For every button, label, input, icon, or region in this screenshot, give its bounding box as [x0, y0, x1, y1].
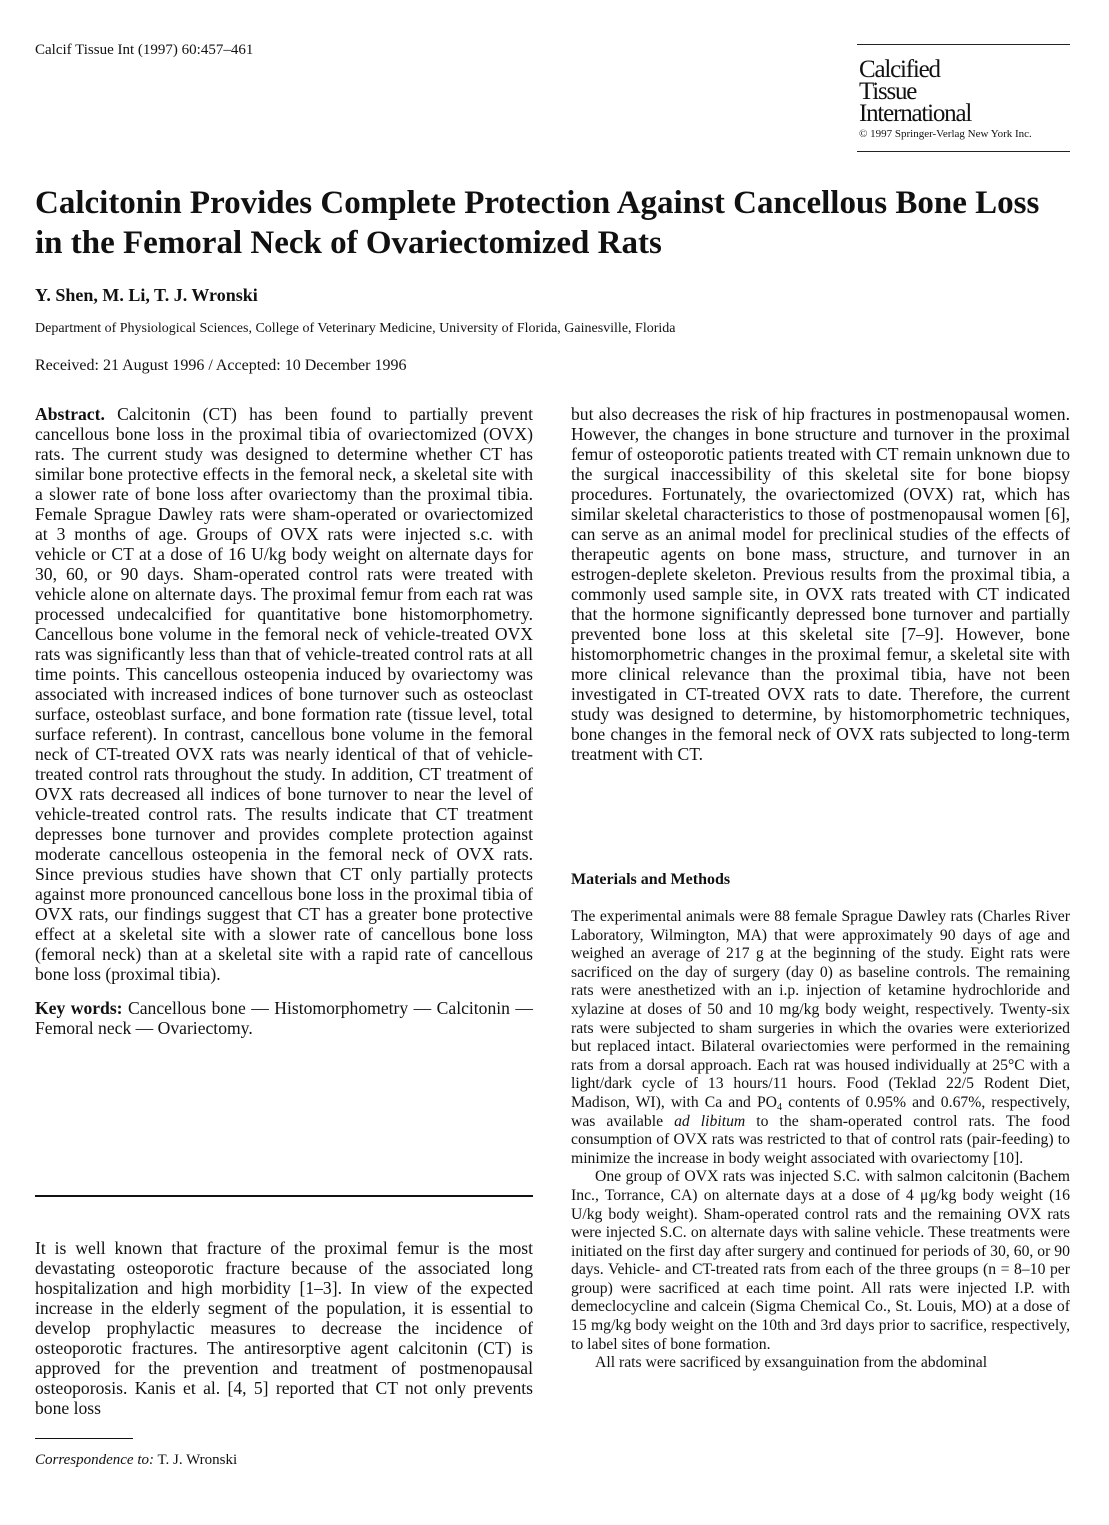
intro-continued: but also decreases the risk of hip fractures in postmenopausal women. However, the changes in bone structure and turnover in the proximal femur of osteoporotic patients treated with CT remain unknown due to the surgical inaccessibility of this skeletal site for bone biopsy procedures. Fortunately, the ovariectomized (OVX) rat, which has similar skeletal characteristics to those of postmenopausal women [6], can serve as an animal model for preclinical studies of the effects of therapeutic agents on bone mass, structure, and turnover in an estrogen-deplete skeleton. Previous results from the proximal tibia, a commonly used sample site, in OVX rats treated with CT indicated that the hormone significantly depressed bone turnover and partially prevented bone loss at this skeletal site [7–9]. However, bone histomorphometric changes in the proximal femur, a skeletal site with more clinical relevance than the proximal tibia, have not been investigated in CT-treated OVX rats to date. Therefore, the current study was designed to determine, by histomorphometric techniques, bone changes in the femoral neck of OVX rats subjected to long-term treatment with CT.	[571, 404, 1070, 764]
footnote-label: Correspondence to:	[35, 1452, 155, 1468]
italic-term: ad libitum	[674, 1112, 746, 1130]
author-list: Y. Shen, M. Li, T. J. Wronski	[35, 285, 258, 305]
journal-logo-line: Calcified	[859, 56, 940, 83]
author-affiliation: Department of Physiological Sciences, College of Veterinary Medicine, University of Florida, Gainesville, Florida	[35, 321, 676, 336]
keywords-label: Key words:	[35, 998, 123, 1018]
journal-logo-block	[857, 44, 1070, 152]
received-accepted-dates: Received: 21 August 1996 / Accepted: 10 December 1996	[35, 357, 407, 374]
abstract	[35, 404, 533, 984]
footnote-divider	[35, 1438, 133, 1439]
methods-section	[571, 908, 1070, 1373]
journal-logo-line: Tissue	[859, 78, 917, 105]
abstract-label: Abstract.	[35, 404, 105, 424]
right-column	[571, 404, 1070, 764]
keywords	[35, 998, 533, 1038]
subscript: 4	[777, 1101, 783, 1113]
methods-text: contents of 0.95% and 0.67%, respectively, was available	[571, 1093, 1070, 1130]
methods-paragraph	[571, 908, 1070, 1168]
journal-logo-line: International	[859, 100, 972, 127]
methods-text: The experimental animals were 88 female Sprague Dawley rats (Charles River Laboratory, Wilmington, MA) that were approximately 90 days of age and weighed an average of 217 g at the beginning of the study. Eight rats were sacrificed on the day of surgery (day 0) as baseline controls. The remaining rats were anesthetized with an i.p. injection of ketamine hydrochloride and xylazine at doses of 50 and 10 mg/kg body weight, respectively. Twenty-six rats were subjected to sham surgeries in which the ovaries were exteriorized but replaced intact. Bilateral ovariectomies were performed in the remaining rats from a dorsal approach. Each rat was housed individually at 25°C with a light/dark cycle of 13 hours/11 hours. Food (Teklad 22/5 Rodent Diet, Madison, WI), with Ca and PO	[571, 908, 1070, 1111]
methods-paragraph: One group of OVX rats was injected S.C. with salmon calcitonin (Bachem Inc., Torrance, CA) on alternate days at a dose of 4 μg/kg body weight (16 U/kg body weight). Sham-operated control rats and the remaining OVX rats were injected S.C. on alternate days with saline vehicle. These treatments were initiated on the first day after surgery and continued for periods of 30, 60, or 90 days. Vehicle- and CT-treated rats from each of the three groups (n = 8–10 per group) were sacrificed at each time point. All rats were injected I.P. with demeclocycline and calcein (Sigma Chemical Co., St. Louis, MO) at a dose of 15 mg/kg body weight on the 10th and 3rd days prior to sacrifice, respectively, to label sites of bone formation.	[571, 1168, 1070, 1353]
journal-logo	[859, 56, 972, 127]
methods-paragraph: All rats were sacrificed by exsanguination from the abdominal	[595, 1354, 988, 1372]
abstract-text: Calcitonin (CT) has been found to partially prevent cancellous bone loss in the proximal tibia of ovariectomized (OVX) rats. The current study was designed to determine whether CT has similar bone protective effects in the femoral neck, a skeletal site with a slower rate of bone loss after ovariectomy than the proximal tibia. Female Sprague Dawley rats were sham-operated or ovariectomized at 3 months of age. Groups of OVX rats were injected s.c. with vehicle or CT at a dose of 16 U/kg body weight on alternate days for 30, 60, or 90 days. Sham-operated control rats were treated with vehicle alone on alternate days. The proximal femur from each rat was processed undecalcified for quantitative bone histomorphometry. Cancellous bone volume in the femoral neck of vehicle-treated OVX rats was significantly less than that of vehicle-treated control rats at all time points. This cancellous osteopenia induced by ovariectomy was associated with increased indices of bone turnover such as osteoclast surface, osteoblast surface, and bone formation rate (tissue level, total surface referent). In contrast, cancellous bone volume in the femoral neck of CT-treated OVX rats was nearly identical of that of vehicle-treated control rats throughout the study. In addition, CT treatment of OVX rats decreased all indices of bone turnover to near the level of vehicle-treated control rats. The results indicate that CT treatment depresses bone turnover and provides complete protection against moderate cancellous osteopenia in the femoral neck of OVX rats. Since previous studies have shown that CT only partially protects against more pronounced cancellous bone loss in the proximal tibia of OVX rats, our findings suggest that CT has a greater bone protective effect at a skeletal site with a slower rate of cancellous bone loss (femoral neck) than at a skeletal site with a rapid rate of cancellous bone loss (proximal tibia).	[35, 404, 533, 984]
section-divider	[35, 1195, 533, 1197]
copyright-notice: © 1997 Springer-Verlag New York Inc.	[859, 128, 1032, 140]
introduction	[35, 1238, 533, 1418]
journal-citation: Calcif Tissue Int (1997) 60:457–461	[35, 42, 254, 58]
methods-heading: Materials and Methods	[571, 871, 731, 888]
methods-text: to the sham-operated control rats. The food consumption of OVX rats was restricted to that of control rats (pair-feeding) to minimize the increase in body weight associated with ovariectomy [10].	[571, 1112, 1071, 1167]
article-title: Calcitonin Provides Complete Protection Against Cancellous Bone Loss in the Femoral Neck of Ovariectomized Rats	[35, 185, 1040, 261]
footnote-name: T. J. Wronski	[157, 1452, 238, 1468]
keywords-text: Cancellous bone — Histomorphometry — Calcitonin — Femoral neck — Ovariectomy.	[35, 998, 533, 1038]
left-column	[35, 404, 533, 1038]
correspondence-footnote	[35, 1452, 237, 1469]
intro-paragraph: It is well known that fracture of the proximal femur is the most devastating osteoporotic fracture because of the associated long hospitalization and high morbidity [1–3]. In view of the expected increase in the elderly segment of the population, it is essential to develop prophylactic measures to decrease the incidence of osteoporotic fractures. The antiresorptive agent calcitonin (CT) is approved for the prevention and treatment of postmenopausal osteoporosis. Kanis et al. [4, 5] reported that CT not only prevents bone loss	[35, 1238, 533, 1418]
